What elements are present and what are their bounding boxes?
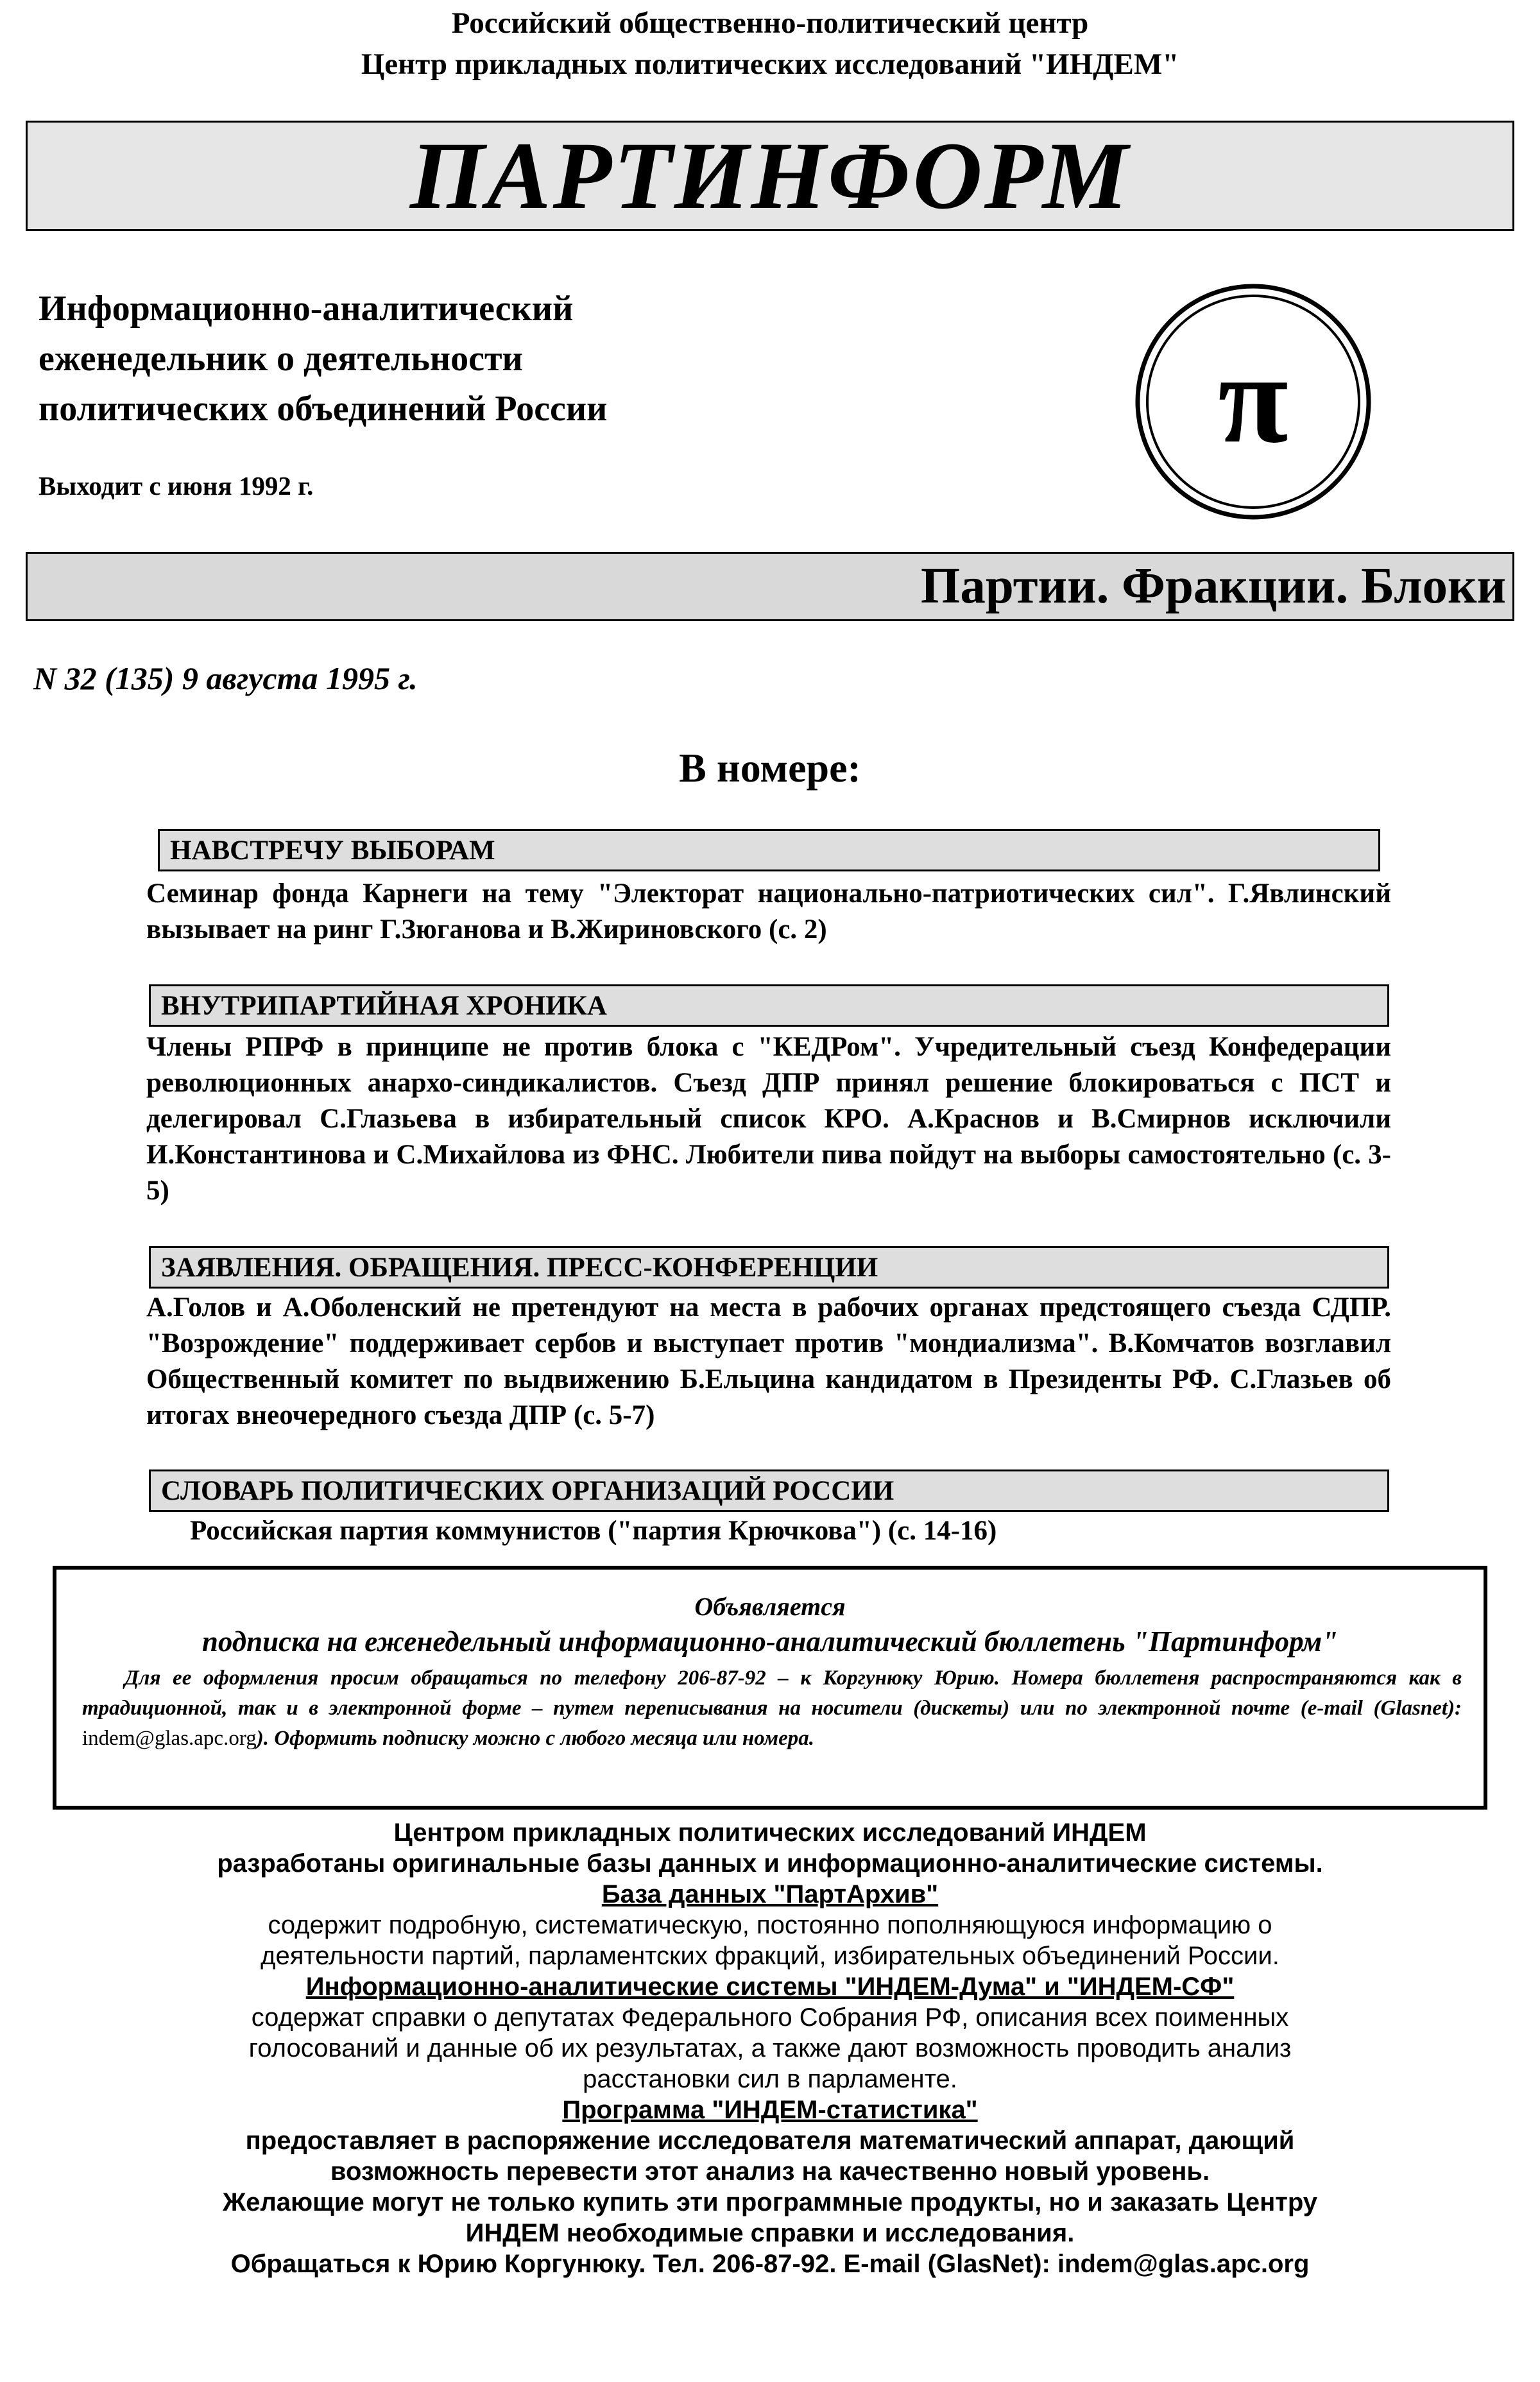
promo-closing-line-1: Желающие могут не только купить эти программные продукты, но и заказать Центру [222, 2188, 1318, 2216]
notice-email-link[interactable]: indem@glas.apc.org [82, 1727, 257, 1750]
subtitle-line-3: политических объединений России [38, 389, 608, 429]
contents-heading: В номере: [679, 745, 861, 791]
rubric-party-chronicle: ВНУТРИПАРТИЙНАЯ ХРОНИКА [149, 984, 1389, 1027]
notice-heading: Объявляется [694, 1592, 846, 1621]
subtitle-line-2: еженедельник о деятельности [38, 339, 523, 379]
contents-text-party-chronicle: Члены РПРФ в принципе не против блока с "КЕДРом". Учредительный съезд Конфедерации революционных анархо-синдикалистов. Съезд ДПР принял решение блокироваться с ПСТ и делегировал С.Глазьева в избирательный список КРО. А.Краснов и В.Смирнов исключили И.Константинова и С.Михайлова из ФНС. Любители пива пойдут на выборы самостоятельно (с. 3-5) [146, 1032, 1391, 1206]
rubric-statements: ЗАЯВЛЕНИЯ. ОБРАЩЕНИЯ. ПРЕСС-КОНФЕРЕНЦИИ [149, 1246, 1389, 1289]
promo-program-title: Программа "ИНДЕМ-статистика" [562, 2096, 978, 2124]
notice-subheading: подписка на еженедельный информационно-аналитический бюллетень "Партинформ" [201, 1625, 1339, 1658]
notice-body-part-1: Для ее оформления просим обращаться по телефону 206-87-92 – к Коргунюку Юрию. Номера бюллетеня распространяются как в традиционной, так и в электронной форме – путем переписывания на носители (дискеты) или по электронной почте (e-mail (Glasnet): [82, 1667, 1462, 1720]
promo-program-line-2: возможность перевести этот анализ на качественно новый уровень. [330, 2157, 1210, 2186]
subtitle-line-1: Информационно-аналитический [38, 289, 574, 329]
logo-symbol: π [1218, 328, 1288, 470]
notice-body [82, 1663, 1462, 1754]
promo-db-line-1: содержит подробную, систематическую, постоянно пополняющуюся информацию о [268, 1911, 1272, 1939]
promo-program-line-1: предоставляет в распоряжение исследователя математический аппарат, дающий [245, 2127, 1295, 2155]
publisher-line-1: Российский общественно-политический центр [451, 6, 1089, 40]
masthead-title-box [26, 121, 1514, 231]
pi-logo-icon [1133, 281, 1374, 522]
contents-text-statements: А.Голов и А.Оболенский не претендуют на места в рабочих органах предстоящего съезда СДПР. "Возрождение" поддерживает сербов и выступает против "мондиализма". В.Комчатов возглавил Общественный комитет по выдвижению Б.Ельцина кандидатом в Президенты РФ. С.Глазьев об итогах внеочередного съезда ДПР (с. 5-7) [146, 1292, 1391, 1430]
subscription-notice [53, 1566, 1487, 1810]
promo-line-1: Центром прикладных политических исследований ИНДЕМ [393, 1819, 1147, 1847]
promo-systems-line-2: голосований и данные об их результатах, а также дают возможность проводить анализ [248, 2034, 1292, 2062]
section-title: Партии. Фракции. Блоки [920, 558, 1506, 614]
promo-systems-line-3: расстановки сил в парламенте. [583, 2065, 957, 2093]
promo-db-line-2: деятельности партий, парламентских фракций, избирательных объединений России. [261, 1942, 1279, 1970]
notice-body-part-2: ). Оформить подписку можно с любого месяца или номера. [256, 1727, 814, 1750]
promo-db-title: База данных "ПартАрхив" [601, 1880, 939, 1908]
section-bar [26, 552, 1514, 621]
contents-text-dictionary: Российская партия коммунистов ("партия Крючкова") (с. 14-16) [190, 1516, 997, 1546]
masthead-subtitle [38, 284, 607, 434]
publisher-header [0, 3, 1540, 85]
publication-since: Выходит с июня 1992 г. [38, 471, 314, 501]
indem-promo [0, 1817, 1540, 2279]
publisher-line-2: Центр прикладных политических исследований "ИНДЕМ" [361, 47, 1179, 81]
masthead-title: ПАРТИНФОРМ [409, 123, 1131, 229]
promo-line-2: разработаны оригинальные базы данных и информационно-аналитические системы. [217, 1849, 1323, 1878]
rubric-elections: НАВСТРЕЧУ ВЫБОРАМ [158, 829, 1380, 871]
promo-systems-title: Информационно-аналитические системы "ИНДЕМ-Дума" и "ИНДЕМ-СФ" [305, 1973, 1235, 2001]
promo-contact: Обращаться к Юрию Коргунюку. Тел. 206-87-92. E-mail (GlasNet): indem@glas.apc.org [230, 2250, 1310, 2278]
rubric-dictionary: СЛОВАРЬ ПОЛИТИЧЕСКИХ ОРГАНИЗАЦИЙ РОССИИ [149, 1469, 1389, 1512]
promo-closing-line-2: ИНДЕМ необходимые справки и исследования. [465, 2219, 1075, 2247]
contents-text-elections: Семинар фонда Карнеги на тему "Электорат национально-патриотических сил". Г.Явлинский вызывает на ринг Г.Зюганова и В.Жириновского (с. 2) [146, 878, 1391, 945]
promo-systems-line-1: содержат справки о депутатах Федерального Собрания РФ, описания всех поименных [251, 2003, 1289, 2032]
issue-number: N 32 (135) 9 августа 1995 г. [33, 660, 418, 696]
